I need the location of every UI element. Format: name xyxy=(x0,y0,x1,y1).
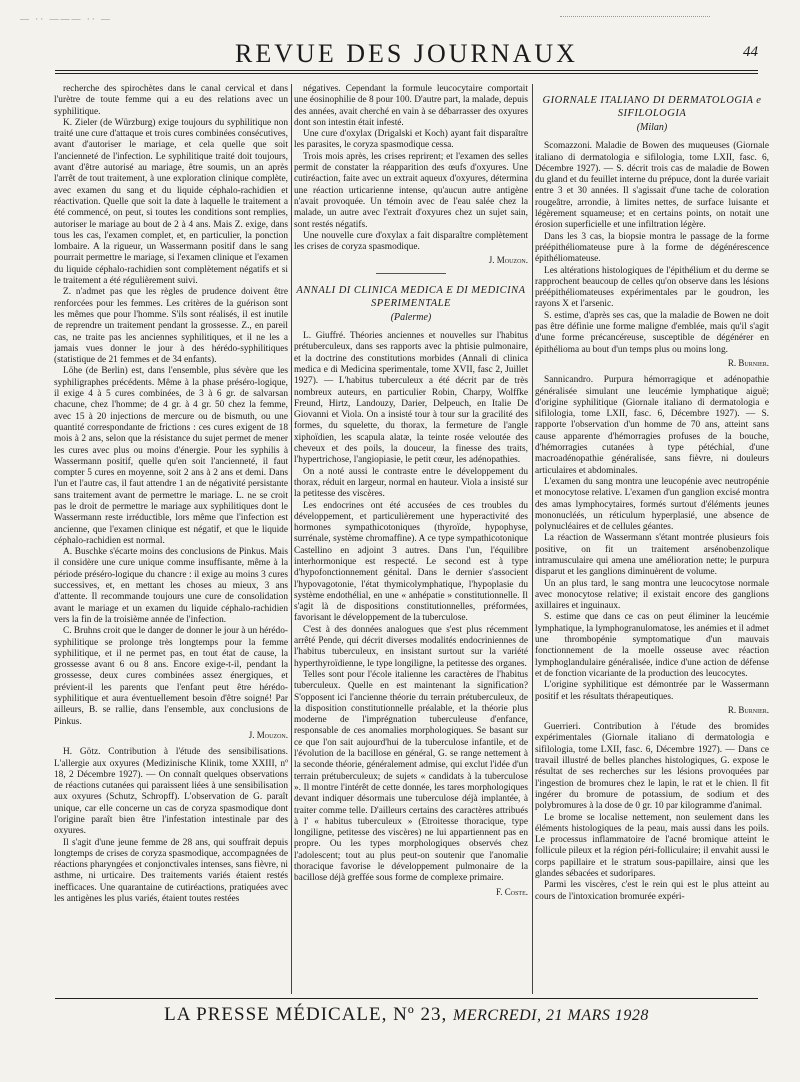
paragraph: Une nouvelle cure d'oxylax a fait disparaître complètement les crises de coryza spasmodique. xyxy=(294,230,528,253)
paragraph: S. estime, d'après ses cas, que la maladie de Bowen ne doit pas être définie une forme maligne d'emblée, mais qu'il s'agit d'une forme précancéreuse, susceptible de dégénérer en épithélioma au bout d'un temps plus ou moins long. xyxy=(535,310,769,355)
top-margin-dots xyxy=(560,16,710,17)
paragraph: Scomazzoni. Maladie de Bowen des muqueuses (Giornale italiano di dermatologia e sifilologia, tome LXII, fasc. 6, Décembre 1927). — S. décrit trois cas de maladie de Bowen du gland et du feuillet interne du prépuce, dont la durée variait entre 3 et 30 années. Il s'agissait d'une tache de coloration rougeâtre, arrondie, à limites nettes, de surface luisante et légèrement squameuse; et en certains points, on notait une érosion superficielle et une infiltration légère. xyxy=(535,141,769,231)
footer-rule xyxy=(55,998,758,999)
paragraph: La réaction de Wassermann s'étant montrée plusieurs fois positive, on fit un traitement arsénobenzolique intramusculaire qui amena une amélioration nette; le purpura disparut et les ganglions diminuèrent de volume. xyxy=(535,533,769,578)
paragraph: Trois mois après, les crises reprirent; et l'examen des selles permit de constater la réapparition des œufs d'oxyures. Une cutiréaction, faite avec un extrait aqueux d'oxyures, détermina une réaction urticarienne intense, qu'aucun autre antigène n'avait provoquée. Un témoin avec de l'eau salée chez la malade, un autre avec l'extrait d'oxyures chez un sujet sain, sont restés négatifs. xyxy=(294,151,528,230)
author-signature: F. Coste. xyxy=(495,886,528,897)
author-signature: R. Burnier. xyxy=(727,357,769,368)
paragraph: L. Giuffré. Théories anciennes et nouvelles sur l'habitus prétuberculeux, dans ses rapports avec la phtisie pulmonaire, et la doctrine des constitutions morbides (Annali di clinica medica e di Medicina sperimentale, tome XVII, fasc 2, Juillet 1927). — L'habitus tuberculeux a été décrit par de très nombreux auteurs, en particulier Robin, Charpy, Wolffke Freund, Hirtz, Landouzy, Darier, Delpeuch, en Italie De Giovanni et Viola. On a insisté tour à tour sur la gracilité des formes, du squelette, du thorax, la fermeture de l'angle xiphoïdien, les scapula alatæ, la teinte rosée veloutée des cheveux et des poils, la douceur, la finesse des traits, l'hypertrichose, l'angiopiasie, le petit cœur, les adénopathies. xyxy=(294,331,528,466)
footer-date: MERCREDI, 21 MARS 1928 xyxy=(453,1007,649,1024)
paragraph: On a noté aussi le contraste entre le développement du thorax, réduit en largeur, normal en hauteur. Viola a insisté sur la petitesse des viscères. xyxy=(294,466,528,500)
paragraph: H. Götz. Contribution à l'étude des sensibilisations. L'allergie aux oxyures (Medizinische Klinik, tome XXIII, nº 18, 2 Décembre 1927). — On connaît quelques observations de réactions cutanées qui paraissent liées à une sensibilisation aux oxyures (Schutz, Schropff). L'observation de G. paraît unique, car elle concerne un cas de coryza spasmodique dont l'origine paraît bien être l'infestation intestinale par des oxyures. xyxy=(54,747,288,837)
header-rule-thin xyxy=(55,73,758,74)
paragraph: L'examen du sang montra une leucopénie avec neutropénie et monocytose relative. L'examen d'un ganglion excisé montra des amas lymphocytaires, formés surtout d'éléments jeunes mononucléés, un réticulum hyperplasié, une absence de polynucléaires et de cellules géantes. xyxy=(535,476,769,533)
paragraph: Löhe (de Berlin) est, dans l'ensemble, plus sévère que les syphiligraphes précédents. Même à la phase préséro-logique, il exige 4 à 5 cures combinées, de 3 à 6 gr. de salvarsan chacune, chez l'homme; de 4 gr. à 4 gr. 50 chez la femme, avec 15 à 20 injections de mercure ou de bismuth, ou une quantité correspondante de frictions : ces cures exigent de 18 mois à 2 ans, selon que la résistance du sujet permet de mener les cures avec plus ou moins d'énergie. Pour les syphilis à Wassermann positif, quelle qu'en soit l'ancienneté, il faut compter 5 cures en moyenne, soit 2 ans à 2 ans et demi. Dans l'un et l'autre cas, il faut attendre 1 an de négativité persistante sans traitement avant de permettre le mariage. L. ne se croit pas le droit de permettre le mariage aux syphilitiques dont le Wassermann reste irréductible, lors même que l'infection est ancienne, que l'examen clinique est négatif, et que le liquide céphalo-rachidien est normal. xyxy=(54,366,288,546)
footer-journal: LA PRESSE MÉDICALE, Nº 23, xyxy=(164,1004,448,1025)
section-rule xyxy=(376,273,446,274)
journal-heading: GIORNALE ITALIANO DI DERMATOLOGIA e SIFILOLOGIA xyxy=(542,95,762,119)
paragraph: Il s'agit d'une jeune femme de 28 ans, qui souffrait depuis longtemps de crises de coryza spasmodique, accompagnées de réactions pharyngées et conjonctivales intenses, sans fièvre, ni asthme, ni urticaire. Des traitements variés étaient restés inefficaces. Une quarantaine de cutiréactions, pratiquées avec les antigènes les plus variés, étaient toutes restées xyxy=(54,837,288,905)
paragraph: L'origine syphilitique est démontrée par le Wassermann positif et les résultats thérapeutiques. xyxy=(535,680,769,702)
running-header xyxy=(55,40,758,68)
text-columns xyxy=(54,84,769,994)
paragraph: Parmi les viscères, c'est le rein qui est le plus atteint au cours de l'intoxication bromurée expéri- xyxy=(535,880,769,902)
paragraph: A. Buschke s'écarte moins des conclusions de Pinkus. Mais il considère une cure unique comme insuffisante, même à la période préséro-logique du chancre : il exige au moins 3 cures successives, et, en mettant les choses au mieux, 3 ans d'attente. Il recommande toujours une cure de consolidation avant le mariage et un examen du liquide céphalo-rachidien vers la fin de la troisième année de l'infection. xyxy=(54,547,288,625)
paragraph: Dans les 3 cas, la biopsie montra le passage de la forme préépithéliomateuse pure à la forme de dégénérescence épithéliomateuse. xyxy=(535,231,769,265)
paragraph: Les altérations histologiques de l'épithélium et du derme se rapprochent beaucoup de celles qu'on observe dans les lésions préépithéliomateuses expérimentales par le goudron, les rayons X et l'arsenic. xyxy=(535,265,769,310)
paragraph: C'est à des données analogues que s'est plus récemment arrêté Pende, qui décrit diverses modalités endocriniennes de l'habitus tuberculeux, en insistant surtout sur la variété hyperthyroïdienne, le type longiligne, la petitesse des organes. xyxy=(294,624,528,669)
paragraph: Un an plus tard, le sang montra une leucocytose normale avec monocytose relative; il existait encore des ganglions axillaires et inguinaux. xyxy=(535,578,769,612)
top-margin-marks: — ·· ——— ·· — xyxy=(20,14,112,24)
journal-heading: ANNALI DI CLINICA MEDICA E DI MEDICINA SPERIMENTALE xyxy=(296,284,526,309)
paragraph: S. estime que dans ce cas on peut éliminer la leucémie lymphatique, la lymphogranulomatose, les anémies et il admet une thrombopénie symptomatique d'un mauvais fonctionnement de la moelle osseuse avec réaction lymphoglandulaire généralisée, indice d'une action de défense et de fonction vicariante de la production des leucocytes. xyxy=(535,612,769,679)
column-separator xyxy=(291,84,292,994)
journal-city: (Palerme) xyxy=(390,311,432,323)
author-signature: R. Burnier. xyxy=(727,704,769,715)
column-right xyxy=(535,84,769,994)
page-footer xyxy=(55,1004,758,1026)
paragraph: C. Bruhns croit que le danger de donner le jour à un hérédo-syphilitique se prolonge très longtemps pour la femme syphilitique, et il ne permet pas, en tout état de cause, la grossesse avant 6 ou 8 ans. Encore exige-t-il, pendant la grossesse, deux cures combinées assez énergiques, et prévient-il les parents que l'enfant peut être hérédo-syphilitique et aura éventuellement besoin d'être soigné! Par ailleurs, B. se rallie, dans l'ensemble, aux conclusions de Pinkus. xyxy=(54,626,288,727)
author-signature: J. Mouzon. xyxy=(248,729,288,740)
paragraph: négatives. Cependant la formule leucocytaire comportait une éosinophilie de 8 pour 100. D'autre part, la malade, depuis des années, avait cherché en vain à se débarrasser des oxyures dont son intestin était infesté. xyxy=(294,84,528,128)
column-left xyxy=(54,84,288,994)
journal-section-title: REVUE DES JOURNAUX xyxy=(235,39,578,68)
paragraph: Une cure d'oxylax (Drigalski et Koch) ayant fait disparaître les parasites, le coryza spasmodique cessa. xyxy=(294,129,528,151)
paragraph: Sannicandro. Purpura hémorragique et adénopathie généralisée simulant une leucémie lymphatique aiguë; d'origine syphilitique (Giornale italiano di dermatologia e sifilologia, tome LXII, fasc. 6, Décembre 1927). — S. rapporte l'observation d'un homme de 70 ans, atteint sans cause apparente d'hémorragies profuses de la bouche, d'hémorragies cutanées à type pétéchial, d'une macroadénopathie généralisée, sans fièvre, ni douleurs articulaires et abdominales. xyxy=(535,375,769,476)
paragraph: recherche des spirochètes dans le canal cervical et dans l'urètre de toute femme qui a eu des relations avec un syphilitique. xyxy=(54,84,288,117)
journal-city: (Milan) xyxy=(636,122,668,133)
header-rule xyxy=(55,70,758,71)
paragraph: Telles sont pour l'école italienne les caractères de l'habitus tuberculeux. Quelle en est maintenant la signification? S'opposent ici l'ancienne théorie du terrain prétuberculeux, de la disposition constitutionnelle préalable, et la théorie plus moderne de l'imprégnation tuberculeuse d'enfance, responsable de ces anomalies morphologiques. Se basant sur ce que l'on sait aujourd'hui de la tuberculose infantile, et de l'évolution de la bacillose en général, G. se range nettement à la seconde théorie, généralement admise, qui exclut l'idée d'un terrain prétuberculeux; de sujets « candidats à la tuberculose ». Il montre l'intérêt de cette donnée, les tares morphologiques devant indiquer désormais une tuberculose déjà implantée, à traiter comme telle. D'ailleurs certains des caractères attribués à l' « habitus tuberculeux » (Etroitesse thoracique, type longiligne, petitesse des viscères) ne lui appartiennent pas en propre. Ou les types morphologiques observés chez l'adolescent; tout au plus peut-on soutenir que l'anomalie thoracique favorise le développement pulmonaire de la bacillose déjà greffée sous forme de complexe primaire. xyxy=(294,669,528,884)
paragraph: Le brome se localise nettement, non seulement dans les éléments histologiques de la peau, mais aussi dans les poils. Le processus inflammatoire de l'acné bromique atteint le follicule pileux et la région péri-folliculaire; il envahit aussi le corps papillaire et le stratum sous-papillaire, ainsi que les glandes sébacées et sudoripares. xyxy=(535,812,769,879)
column-separator xyxy=(532,84,533,994)
author-signature: J. Mouzon. xyxy=(488,255,528,266)
paragraph: K. Zieler (de Würzburg) exige toujours du syphilitique non traité une cure d'attaque et trois cures combinées consécutives, avant d'autoriser le mariage, et cela quelle que soit l'ancienneté de l'infection. Le syphilitique traité doit toujours, avant d'être autorisé au mariage, être soumis, un an après l'arrêt de tout traitement, à une exploration clinique complète, avec examen du sang et du liquide céphalo-rachidien et réactivation. Quelle que soit la date à laquelle le traitement a été commencé, on peut, si toutes les conditions sont remplies, autoriser le mariage au bout de 2 à 4 ans. Mais Z. exige, dans tous les cas, l'examen complet, et, en particulier, la ponction lombaire. A la rigueur, un Wassermann positif dans le sang pourrait permettre le mariage, si l'examen clinique et l'examen du liquide céphalo-rachidien sont complètement négatifs et si le traitement a été régulièrement suivi. xyxy=(54,117,288,287)
paragraph: Guerrieri. Contribution à l'étude des bromides expérimentales (Giornale italiano di dermatologia e sifilologia, tome LXII, fasc. 6, Décembre 1927). — Dans ce travail illustré de belles planches histologiques, G. expose le résultat de ses recherches sur les lésions provoquées par l'ingestion de bromures chez le lapin, le rat et le chien. Il fit ingérer du bromure de potassium, de sodium et des polybromures à la dose de 0 gr. 10 par kilogramme d'animal. xyxy=(535,722,769,812)
paragraph: Z. n'admet pas que les règles de prudence doivent être renforcées pour les femmes. Les critères de la guérison sont les mêmes que pour l'homme. S'ils sont réalisés, il est inutile de reprendre un traitement pendant la grossesse. Z., en pareil cas, ne traite pas les anciennes syphilitiques, et il ne les a jamais vues donner le jour à des hérédo-syphilitiques (statistique de 21 femmes et de 34 enfants). xyxy=(54,287,288,366)
page-number: 44 xyxy=(743,44,758,60)
paragraph: Les endocrines ont été accusées de ces troubles du développement, et particulièrement une hyperactivité des hormones sympathicotoniques (thyroïde, hypophyse, surrénale, système chromaffine). A ce type sympathicotonique Castellino en adjoint 3 autres. Dans l'un, l'équilibre interhormonique est respecté. Le second est à type d'hypofonctionnement génital. Dans le dernier s'associent l'hypovagotonie, l'état thymicolymphatique, l'hypoplasie du système endothélial, en une « anhépatie » constitutionnelle. Il s'agit là de dispositions constitutionnelles, préformées, favorisant le développement de la tuberculose. xyxy=(294,500,528,624)
column-middle xyxy=(294,84,528,994)
